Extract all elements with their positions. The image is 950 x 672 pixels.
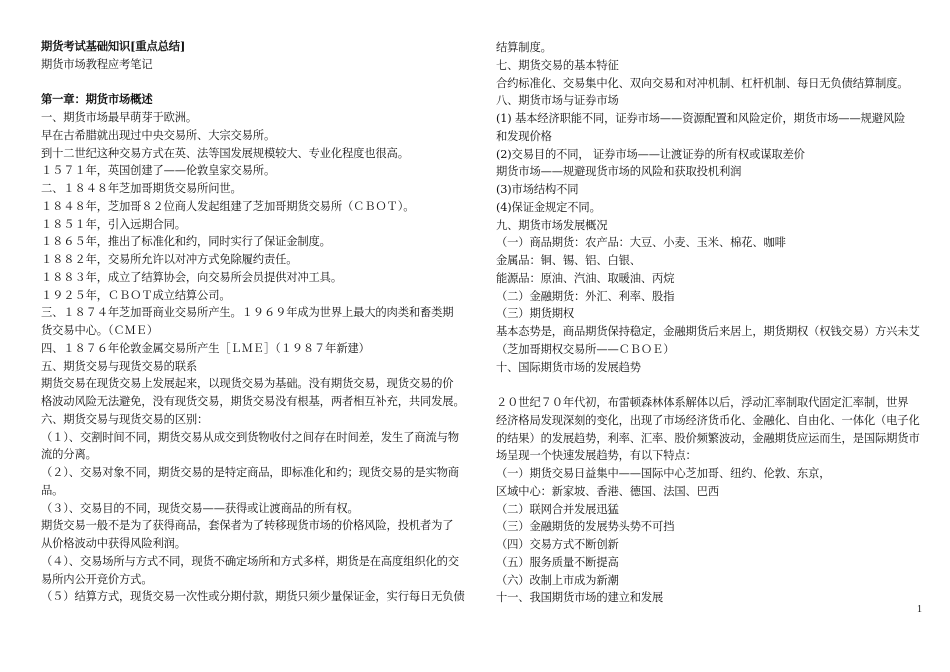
text-line: （２）、交易对象不同，期货交易的是特定商品，即标准化和约；现货交易的是实物商 [41,466,459,479]
blank-line [496,376,928,394]
text-line: （一）期货交易日益集中——国际中心芝加哥、纽约、伦敦、东京， [496,467,831,480]
text-line: 九、期货市场发展概况 [496,218,608,232]
text-line: 的结果）的发展趋势，利率、汇率、股价频繁波动，金融期货应运而生，是国际期货市 [496,431,920,445]
text-line: １８８３年，成立了结算协会，向交易所会员提供对冲工具。 [41,270,342,284]
text-line: １８４８年，芝加哥８２位商人发起组建了芝加哥期货交易所（ＣＢＯＴ）。 [41,199,415,213]
text-line: １８６５年，推出了标准化和约，同时实行了保证金制度。 [41,235,331,249]
text-line: （二）金融期货：外汇、利率、股指 [496,289,675,303]
text-line: 三、１８７４年芝加哥商业交易所产生。１９６９年成为世界上最大的肉类和畜类期 [41,306,454,320]
text-line: （５）结算方式，现货交易一次性或分期付款，期货只须少量保证金，实行每日无负债 [41,590,465,604]
text-line: （一）商品期货：农产品：大豆、小麦、玉米、棉花、咖啡 [496,236,786,250]
text-line: １８８２年，交易所允许以对冲方式免除履约责任。 [41,253,298,266]
text-line: 七、期货交易的基本特征 [496,58,619,72]
text-line: 场呈现一个快速发展趋势，有以下特点： [496,449,697,463]
text-line: 易所内公开竞价方式。 [41,572,153,586]
text-line: 品。 [41,483,64,497]
text-line: 和发现价格 [496,129,552,143]
text-line: （１）、交割时间不同，期货交易从成交到货物收付之间存在时间差，发生了商流与物 [41,430,459,444]
blank-line [41,74,473,92]
text-line: （四）交易方式不断创新 [496,538,619,551]
heading-line: 第一章：期货市场概述 [41,92,153,107]
page-number: 1 [917,604,922,615]
text-line: 流的分离。 [41,448,97,462]
text-line: 期货交易一般不是为了获得商品，套保者为了转移现货市场的价格风险，投机者为了 [41,519,454,533]
text-line: 二、１８４８年芝加哥期货交易所问世。 [41,182,242,195]
text-line: 期货交易在现货交易上发展起来，以现货交易为基础。没有期货交易，现货交易的价 [41,377,454,391]
text-line: 十、国际期货市场的发展趋势 [496,360,641,374]
text-line: 十一、我国期货市场的建立和发展 [496,591,664,605]
text-line: 合约标准化、交易集中化、双向交易和对冲机制、杠杆机制、每日无负债结算制度。 [496,76,909,90]
text-line: 一、期货市场最早萌芽于欧洲。 [41,111,198,124]
text-line: （３）、交易目的不同，现货交易——获得或让渡商品的所有权。 [41,501,359,515]
text-line: （４）、交易场所与方式不同，现货不确定场所和方式多样，期货是在高度组织化的交 [41,554,459,568]
text-line: (1) 基本经济职能不同，证券市场——资源配置和风险定价，期货市场——规避风险 [496,112,906,125]
text-line: (2)交易目的不同， 证券市场——让渡证券的所有权或谋取差价 [496,147,805,161]
text-line: 从价格波动中获得风险利润。 [41,537,186,550]
text-line: (4)保证金规定不同。 [496,200,601,214]
text-line: １９２５年，ＣＢＯＴ成立结算公司。 [41,288,231,302]
text-line: 五、期货交易与现货交易的联系 [41,359,198,373]
text-line: 区域中心：新家坡、香港、德国、法国、巴西 [496,484,719,498]
text-line: 期货市场——规避现货市场的风险和获取投机利润 [496,165,742,179]
text-line: 结算制度。 [496,41,552,54]
text-line: 格波动风险无法避免，没有现货交易，期货交易没有根基，两者相互补充，共同发展。 [41,395,465,408]
text-line: 四、１８７６年伦敦金属交易所产生［ＬＭＥ］（１９８７年新建） [41,341,370,355]
text-line: 早在古希腊就出现过中央交易所、大宗交易所。 [41,128,276,142]
text-line: （芝加哥期权交易所——ＣＢＯＥ） [496,342,675,356]
text-line: ２０世纪７０年代初，布雷顿森林体系解体以后，浮动汇率制取代固定汇率制，世界 [496,396,909,409]
text-line: 六、期货交易与现货交易的区别： [41,412,209,426]
text-line: （二）联网合并发展迅猛 [496,502,619,516]
text-line: (3)市场结构不同 [496,183,579,196]
heading-line: 期货考试基础知识[重点总结] [41,39,186,53]
text-line: （三）期货期权 [496,307,575,321]
text-line: 经济格局发现深刻的变化，出现了市场经济货币化、金融化、自由化、一体化（电子化 [496,413,920,427]
text-line: 金属品：铜、锡、铝、白银、 [496,254,641,267]
text-line: 八、期货市场与证券市场 [496,94,619,108]
text-line: 基本态势是，商品期货保持稳定，金融期货后来居上，期货期权（权钱交易）方兴未艾 [496,325,920,338]
text-line: １８５１年，引入远期合同。 [41,217,186,231]
right-column [496,39,928,607]
text-line: １５７１年，英国创建了——伦敦皇家交易所。 [41,164,276,178]
text-line: （五）服务质量不断提高 [496,555,619,569]
left-column [41,38,473,606]
text-line: 期货市场教程应考笔记 [41,57,153,71]
text-line: （六）改制上市成为新潮 [496,573,619,587]
text-line: 到十二世纪这种交易方式在英、法等国发展规模较大、专业化程度也很高。 [41,146,409,160]
text-line: （三）金融期货的发展势头势不可挡 [496,520,675,534]
text-line: 能源品：原油、汽油、取暖油、丙烷 [496,271,675,285]
text-line: 货交易中心。（ＣＭＥ） [41,324,158,337]
